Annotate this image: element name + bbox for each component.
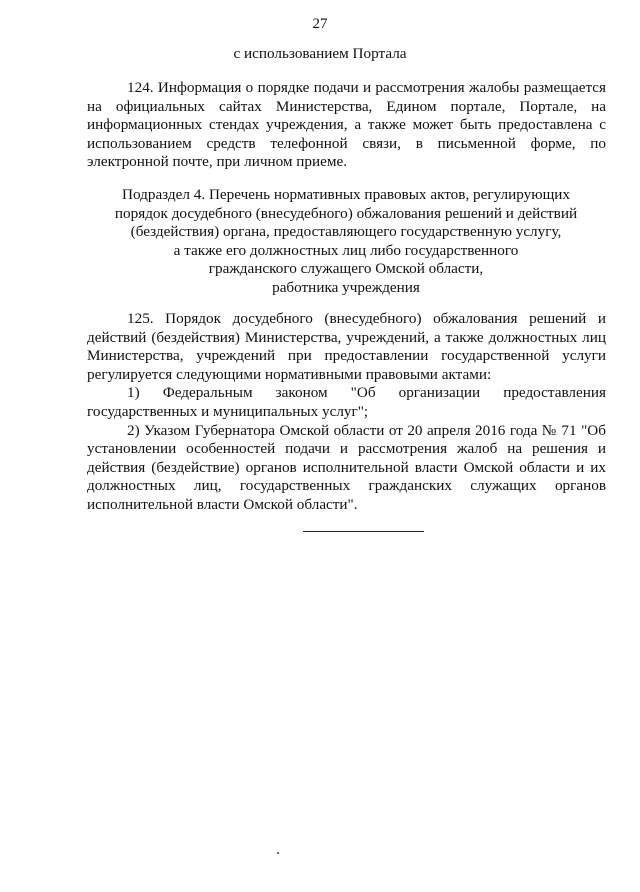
scan-speck	[277, 852, 279, 854]
closing-rule	[303, 531, 424, 532]
list-item-federal-law: 1) Федеральным законом "Об организации предоставления государственных и муниципальных услуг";	[87, 384, 606, 420]
subsection-heading-line: гражданского служащего Омской области,	[208, 260, 484, 278]
subsection-heading-line: Подраздел 4. Перечень нормативных правовых актов, регулирующих	[122, 186, 570, 203]
subsection-heading-line: работника учреждения	[272, 278, 420, 296]
paragraph-124-block	[87, 79, 606, 172]
subsection-heading-line: (бездействия) органа, предоставляющего государственную услугу,	[130, 223, 562, 241]
paragraph-124: 124. Информация о порядке подачи и рассмотрения жалобы размещается на официальных сайтах Министерства, Едином портале, Портале, на информационных стендах учреждения, а также может быть предоставлена с использованием средств телефонной связи, в письменной форме, по электронной почте, при личном приеме.	[87, 79, 606, 171]
subsection-heading-line: порядок досудебного (внесудебного) обжалования решений и действий	[114, 204, 578, 222]
subsection-heading-line: а также его должностных лиц либо государственного	[173, 241, 519, 259]
subsection-heading	[90, 186, 602, 298]
paragraph-125: 125. Порядок досудебного (внесудебного) обжалования решений и действий (бездействия) Министерства, учреждений, а также должностных лиц Министерства, учреждений при предоставлении государственной услуги регулируется следующими нормативными правовыми актами:	[87, 310, 606, 383]
page-number: 27	[312, 16, 328, 32]
continued-text: с использованием Портала	[233, 45, 407, 62]
paragraph-125-block	[87, 310, 606, 515]
list-item-governor-decree: 2) Указом Губернатора Омской области от 20 апреля 2016 года № 71 "Об установлении особенностей подачи и рассмотрения жалоб на решения и действия (бездействие) органов исполнительной власти Омской области и их должностных лиц, государственных гражданских служащих органов исполнительной власти Омской области".	[87, 421, 606, 513]
